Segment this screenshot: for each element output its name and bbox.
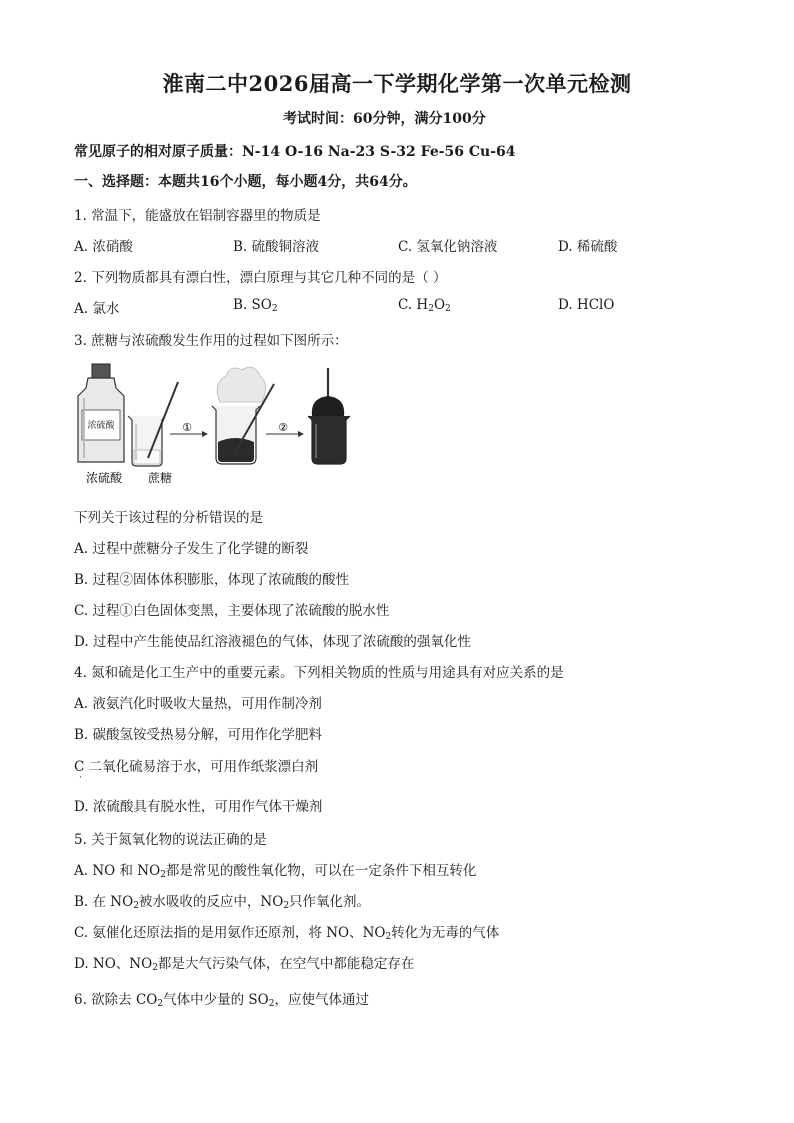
- q2-option-d: D. HClO: [558, 297, 615, 313]
- q1-stem: 1. 常温下，能盛放在铝制容器里的物质是: [74, 208, 321, 224]
- acid-bottle: [78, 364, 124, 462]
- exam-info: 考试时间：60分钟，满分100分: [283, 111, 486, 127]
- bottle-label: 浓硫酸: [87, 421, 115, 431]
- label-sucrose: 蔗糖: [147, 471, 173, 485]
- atomic-masses: 常见原子的相对原子质量：N-14 O-16 Na-23 S-32 Fe-56 Cu-64: [74, 144, 516, 160]
- q3-option-d: D. 过程中产生能使品红溶液褪色的气体，体现了浓硫酸的强氧化性: [74, 634, 471, 650]
- q3-option-b: B. 过程②固体体积膨胀，体现了浓硫酸的酸性: [74, 572, 350, 588]
- q5-option-b: B. 在 $NO_2$被水吸收的反应中，$NO_2$只作氧化剂。: [74, 894, 371, 911]
- q2-option-a: A. 氯水: [74, 301, 120, 317]
- page-title: 淮南二中2026届高一下学期化学第一次单元检测: [162, 71, 632, 96]
- stray-dot: ·: [79, 773, 82, 783]
- q1-option-b: B. 硫酸铜溶液: [233, 239, 320, 255]
- q2-stem: 2. 下列物质都具有漂白性，漂白原理与其它几种不同的是（ ）: [74, 270, 447, 286]
- step-1-label: ①: [182, 421, 192, 434]
- q5-option-c: C. 氨催化还原法指的是用氨作还原剂，将 NO、$NO_2$转化为无毒的气体: [74, 925, 500, 942]
- arrow-step-2: [266, 421, 304, 437]
- q3-stem: 3. 蔗糖与浓硫酸发生作用的过程如下图所示：: [74, 333, 348, 349]
- label-acid: 浓硫酸: [85, 471, 123, 485]
- q3-option-a: A. 过程中蔗糖分子发生了化学键的断裂: [74, 541, 309, 557]
- q6-stem: 6. 欲除去 $CO_2$气体中少量的 $SO_2$，应使气体通过: [74, 992, 369, 1009]
- q3-question: 下列关于该过程的分析错误的是: [74, 510, 263, 526]
- q5-option-d: D. NO、$NO_2$都是大气污染气体，在空气中都能稳定存在: [74, 956, 415, 973]
- q2-option-c: C. $H_2O_2$: [398, 297, 451, 314]
- q3-option-c: C. 过程①白色固体变黑，主要体现了浓硫酸的脱水性: [74, 603, 390, 619]
- q4-option-b: B. 碳酸氢铵受热易分解，可用作化学肥料: [74, 727, 323, 743]
- q1-option-d: D. 稀硫酸: [558, 239, 618, 255]
- beaker-blackening: [212, 367, 274, 464]
- experiment-illustration: [70, 362, 370, 492]
- q1-option-a: A. 浓硝酸: [74, 239, 133, 255]
- q5-stem: 5. 关于氮氧化物的说法正确的是: [74, 832, 267, 848]
- beaker-sugar: [128, 382, 178, 466]
- step-2-label: ②: [278, 421, 288, 434]
- q4-option-a: A. 液氨汽化时吸收大量热，可用作制冷剂: [74, 696, 322, 712]
- q2-option-b: B. $SO_2$: [233, 297, 278, 314]
- q5-option-a: A. NO 和 $NO_2$都是常见的酸性氧化物，可以在一定条件下相互转化: [74, 863, 477, 880]
- q4-option-c: C 二氧化硫易溶于水，可用作纸浆漂白剂: [74, 759, 319, 775]
- q4-option-d: D. 浓硫酸具有脱水性，可用作气体干燥剂: [74, 799, 323, 815]
- q4-stem: 4. 氮和硫是化工生产中的重要元素。下列相关物质的性质与用途具有对应关系的是: [74, 665, 564, 681]
- beaker-expanded: [308, 368, 350, 464]
- sucrose-sulfuric-acid-figure: [70, 362, 370, 496]
- section-heading: 一、选择题：本题共16个小题，每小题4分，共64分。: [74, 174, 417, 190]
- q1-option-c: C. 氢氧化钠溶液: [398, 239, 498, 255]
- arrow-step-1: [170, 421, 208, 437]
